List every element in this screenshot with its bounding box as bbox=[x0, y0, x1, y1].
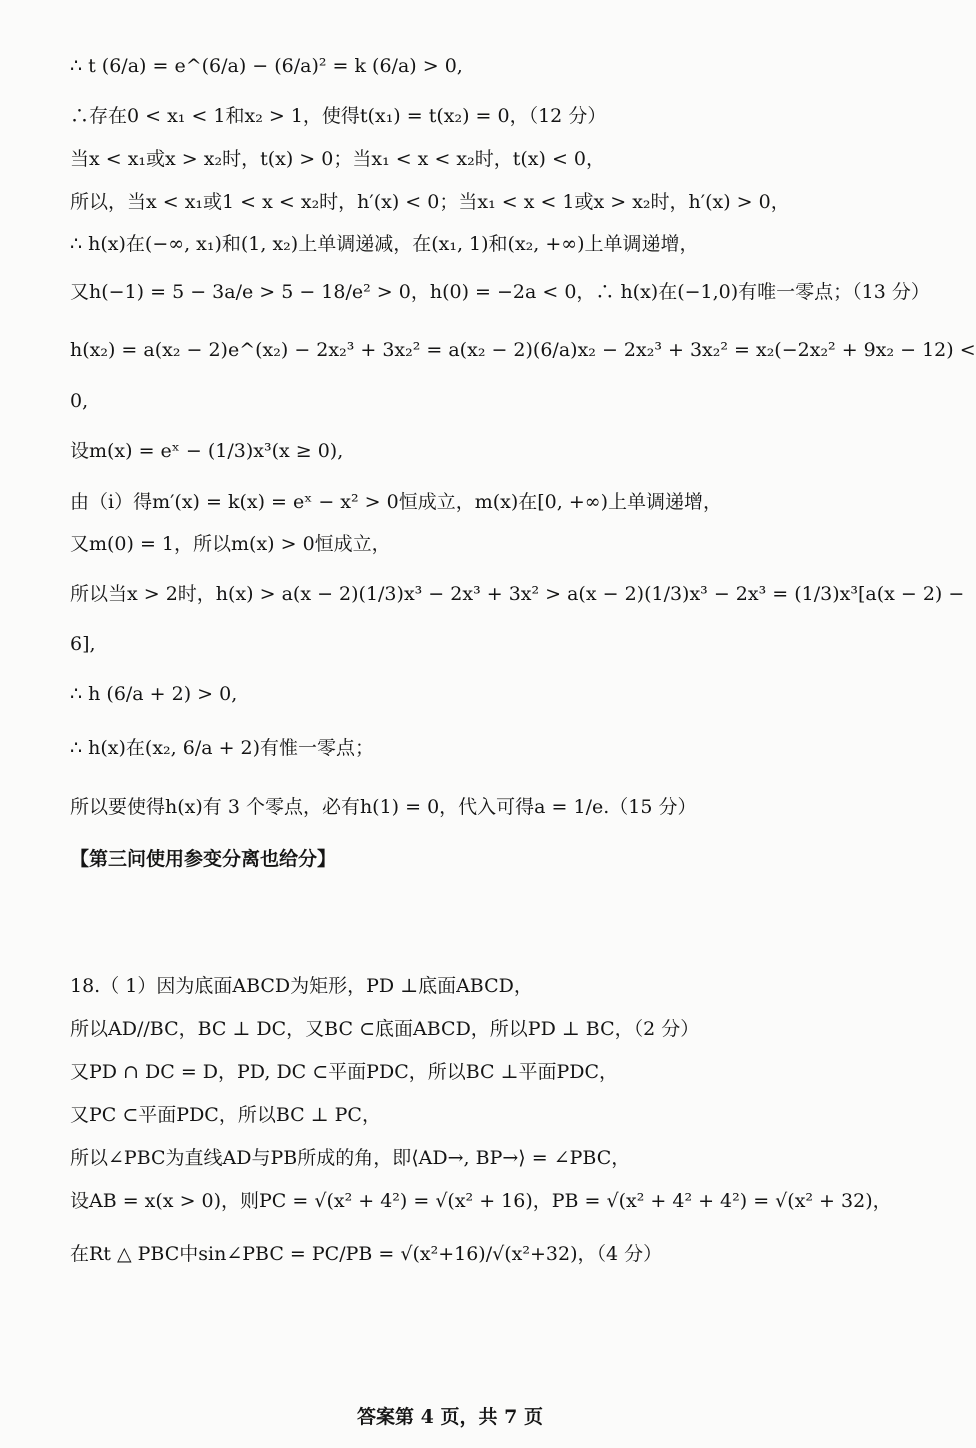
text-line-4: 所以，当x < x₁或1 < x < x₂时，h′(x) < 0；当x₁ < x < 1或x > x₂时，h′(x) > 0， bbox=[70, 191, 790, 213]
text-line-24: 在Rt △ PBC中sin∠PBC = PC/PB = √(x²+16)/√(x²+32)，（4 分） bbox=[70, 1243, 663, 1265]
text-line-22: 所以∠PBC为直线AD与PB所成的角，即⟨AD→, BP→⟩ = ∠PBC， bbox=[70, 1147, 631, 1169]
text-line-10: 由（i）得m′(x) = k(x) = eˣ − x² > 0恒成立，m(x)在[0, +∞)上单调递增， bbox=[70, 491, 723, 513]
text-line-11: 又m(0) = 1，所以m(x) > 0恒成立， bbox=[70, 533, 391, 555]
text-line-1: ∴ t (6/a) = e^(6/a) − (6/a)² = k (6/a) > 0, bbox=[70, 55, 463, 77]
text-line-9: 设m(x) = eˣ − (1/3)x³(x ≥ 0), bbox=[70, 440, 344, 462]
text-line-19: 所以AD//BC，BC ⊥ DC，又BC ⊂底面ABCD，所以PD ⊥ BC，（2 分） bbox=[70, 1018, 700, 1040]
text-line-15: ∴ h(x)在(x₂, 6/a + 2)有惟一零点； bbox=[70, 737, 375, 759]
text-line-5: ∴ h(x)在(−∞, x₁)和(1, x₂)上单调递减，在(x₁, 1)和(x₂, +∞)上单调递增， bbox=[70, 233, 699, 255]
text-line-18: 18.（ 1）因为底面ABCD为矩形，PD ⊥底面ABCD， bbox=[70, 975, 533, 997]
text-line-7: h(x₂) = a(x₂ − 2)e^(x₂) − 2x₂³ + 3x₂² = a(x₂ − 2)(6/a)x₂ − 2x₂³ + 3x₂² = x₂(−2x₂² + 9x₂ − 12) < bbox=[70, 339, 976, 361]
text-line-6: 又h(−1) = 5 − 3a/e > 5 − 18/e² > 0，h(0) = −2a < 0，∴ h(x)在(−1,0)有唯一零点；（13 分） bbox=[70, 281, 930, 303]
text-line-12: 所以当x > 2时，h(x) > a(x − 2)(1/3)x³ − 2x³ + 3x² > a(x − 2)(1/3)x³ − 2x³ = (1/3)x³[a(x − 2) − bbox=[70, 583, 965, 605]
text-line-3: 当x < x₁或x > x₂时，t(x) > 0；当x₁ < x < x₂时，t(x) < 0， bbox=[70, 148, 605, 170]
page-footer: 答案第 4 页，共 7 页 bbox=[357, 1406, 543, 1428]
text-line-14: ∴ h (6/a + 2) > 0, bbox=[70, 683, 238, 705]
text-line-16: 所以要使得h(x)有 3 个零点，必有h(1) = 0，代入可得a = 1/e.（15 分） bbox=[70, 796, 697, 818]
text-line-20: 又PD ∩ DC = D，PD, DC ⊂平面PDC，所以BC ⊥平面PDC， bbox=[70, 1061, 619, 1083]
text-line-2: ∴存在0 < x₁ < 1和x₂ > 1，使得t(x₁) = t(x₂) = 0，（12 分） bbox=[70, 105, 607, 127]
note-line: 【第三问使用参变分离也给分】 bbox=[70, 848, 337, 870]
text-line-21: 又PC ⊂平面PDC，所以BC ⊥ PC， bbox=[70, 1104, 381, 1126]
text-line-23: 设AB = x(x > 0)，则PC = √(x² + 4²) = √(x² + 16)，PB = √(x² + 4² + 4²) = √(x² + 32)， bbox=[70, 1190, 892, 1212]
text-line-13: 6], bbox=[70, 633, 96, 655]
text-line-8: 0, bbox=[70, 390, 89, 412]
